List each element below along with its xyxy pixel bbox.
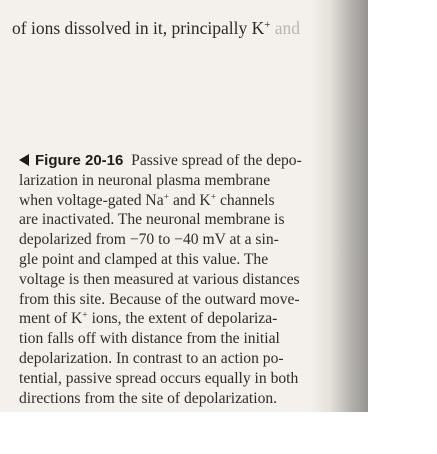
caption-line-5: depolarized from −70 to −40 mV at a sin- — [19, 231, 279, 249]
caption-line-3-b: and K — [169, 191, 211, 209]
book-spine-shadow — [310, 0, 368, 412]
caption-line-10: tion falls off with distance from the initial — [19, 330, 280, 348]
k-superscript: + — [210, 191, 217, 203]
caption-line-8: from this site. Because of the outward move- — [19, 290, 300, 308]
top-text: of ions dissolved in it, principally K — [12, 18, 265, 38]
caption-line-3-c: channels — [216, 191, 275, 209]
figure-label: Figure 20-16 — [35, 152, 124, 169]
caption-line-2: larization in neuronal plasma membrane — [19, 171, 271, 189]
na-superscript: + — [163, 191, 170, 203]
top-faded-word: and — [274, 18, 301, 38]
left-triangle-icon — [19, 154, 29, 166]
caption-line-1 — [19, 151, 339, 171]
caption-line-11: depolarization. In contrast to an action po- — [19, 349, 284, 367]
caption-line-12: tential, passive spread occurs equally in both — [19, 369, 299, 387]
figure-caption — [19, 151, 339, 408]
caption-line-9-a: ment of K — [19, 310, 83, 328]
caption-line-9-b: ions, the extent of depolariza- — [87, 310, 278, 328]
caption-line-13: directions from the site of depolarization. — [19, 389, 278, 407]
caption-line-3 — [19, 191, 339, 211]
k-ion-superscript: + — [82, 310, 88, 322]
caption-line-3-a: when voltage-gated Na — [19, 191, 164, 209]
caption-line-text-1: Passive spread of the depo- — [131, 152, 302, 169]
top-superscript: + — [264, 19, 271, 32]
caption-line-4: are inactivated. The neuronal membrane is — [19, 211, 285, 229]
caption-line-6: gle point and clamped at this value. The — [19, 250, 269, 268]
caption-line-9 — [19, 309, 339, 329]
caption-line-7: voltage is then measured at various distances — [19, 270, 300, 288]
